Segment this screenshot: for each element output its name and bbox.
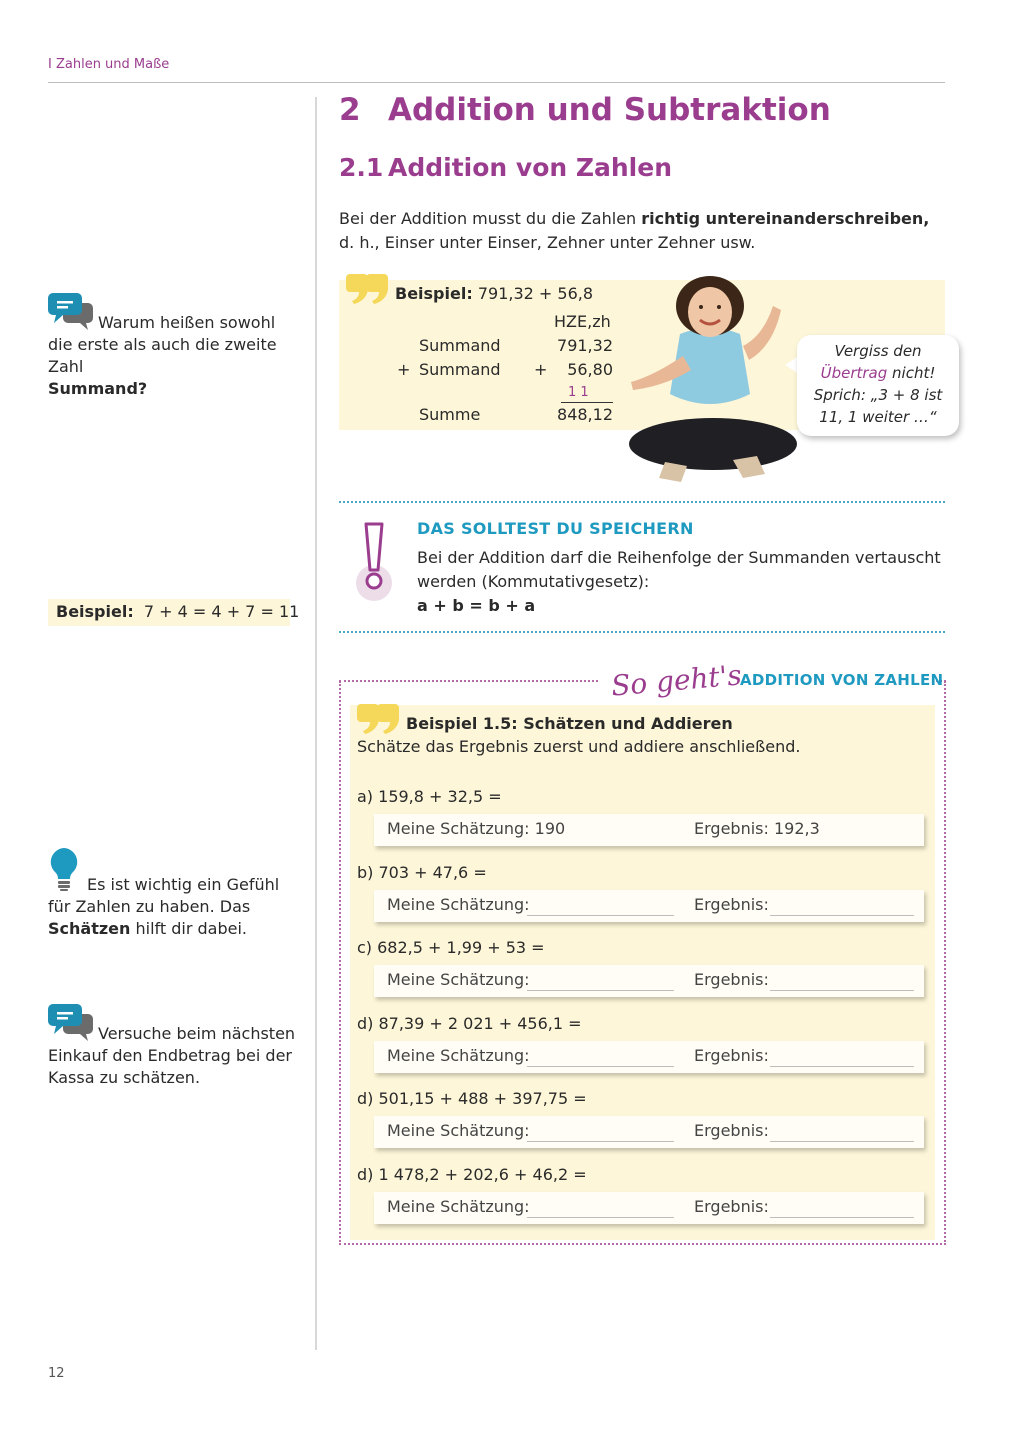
so-gehts-title: ADDITION VON ZAHLEN [740, 671, 944, 689]
summand-label-1: Summand [419, 336, 501, 355]
title-text: Addition und Subtraktion [388, 92, 831, 128]
page-number: 12 [48, 1366, 65, 1381]
so-gehts-script: So geht's [609, 658, 743, 703]
estimate-input[interactable] [527, 1141, 674, 1142]
sidebar-note3-text: Versuche beim nächsten Einkauf den Endbetrag bei der Kassa zu schätzen. [48, 1024, 296, 1087]
estimate-input[interactable] [527, 1066, 674, 1067]
answer-row [374, 1041, 924, 1073]
result-label: Ergebnis: [694, 970, 769, 989]
result-label: Ergebnis: [694, 1197, 769, 1216]
estimate-label: Meine Schätzung: 190 [387, 819, 566, 838]
exclamation-icon [353, 521, 395, 605]
sidebar-note-text: Warum heißen sowohl die erste als auch die zweite Zahl [48, 313, 277, 376]
section-title [339, 153, 672, 182]
intro-bold: richtig untereinanderschreiben, [641, 209, 930, 228]
example-label-bold: Beispiel: [395, 284, 473, 303]
bubble-line-1: Vergiss den [834, 342, 922, 360]
sidebar-note2-bold: Schätzen [48, 919, 131, 938]
task-question: d) 1 478,2 + 202,6 + 46,2 = [357, 1165, 587, 1184]
sidebar-example [48, 599, 300, 626]
remember-title: DAS SOLLTEST DU SPEICHERN [417, 519, 694, 538]
task-question: a) 159,8 + 32,5 = [357, 787, 502, 806]
bubble-line-3: Sprich: „3 + 8 ist [813, 386, 943, 404]
section-text: Addition von Zahlen [388, 153, 672, 182]
task-question: c) 682,5 + 1,99 + 53 = [357, 938, 545, 957]
estimate-label: Meine Schätzung: [387, 895, 530, 914]
result-label: Ergebnis: [694, 895, 769, 914]
intro-paragraph [339, 207, 949, 255]
exercise-title: Beispiel 1.5: Schätzen und Addieren [406, 714, 733, 733]
summand-value-1: 791,32 [557, 336, 613, 355]
header-divider [48, 82, 945, 83]
student-illustration [625, 276, 797, 488]
task-question: d) 87,39 + 2 021 + 456,1 = [357, 1014, 582, 1033]
result-input[interactable] [770, 915, 914, 916]
answer-row [374, 965, 924, 997]
estimate-label: Meine Schätzung: [387, 970, 530, 989]
page-title [339, 92, 831, 128]
quote-icon [346, 272, 390, 306]
result-input[interactable] [770, 1066, 914, 1067]
estimate-input[interactable] [527, 915, 674, 916]
sidebar-note-bold: Summand? [48, 379, 148, 398]
example-expression: 791,32 + 56,8 [477, 284, 594, 303]
remember-top-border [339, 501, 945, 503]
estimate-input[interactable] [527, 1217, 674, 1218]
estimate-label: Meine Schätzung: [387, 1046, 530, 1065]
task-question: b) 703 + 47,6 = [357, 863, 487, 882]
sum-label: Summe [419, 405, 481, 424]
chapter-header: I Zahlen und Maße [48, 57, 170, 72]
column-divider [315, 97, 317, 1350]
bubble-line-2 [797, 362, 959, 384]
estimate-input[interactable] [527, 990, 674, 991]
plus-sign-right: + [534, 360, 548, 379]
bubble-line-4: 11, 1 weiter …“ [819, 408, 937, 426]
bubble-highlight: Übertrag [820, 364, 888, 382]
task-question: d) 501,15 + 488 + 397,75 = [357, 1089, 587, 1108]
exercise-instruction: Schätze das Ergebnis zuerst und addiere anschließend. [357, 737, 801, 756]
section-number: 2.1 [339, 153, 384, 182]
sidebar-example-label: Beispiel: [56, 602, 134, 621]
bubble-line-2-rest: nicht! [887, 364, 936, 382]
result-label: Ergebnis: 192,3 [694, 819, 820, 838]
title-number: 2 [339, 92, 361, 128]
quote-icon [357, 702, 401, 736]
sidebar-note2-end: hilft dir dabei. [130, 919, 247, 938]
estimate-label: Meine Schätzung: [387, 1121, 530, 1140]
result-input[interactable] [770, 1141, 914, 1142]
sidebar-note2-text: Es ist wichtig ein Gefühl für Zahlen zu haben. Das [48, 875, 280, 916]
intro-text: Bei der Addition musst du die Zahlen [339, 209, 642, 228]
answer-row [374, 890, 924, 922]
sum-line [561, 402, 613, 403]
answer-row [374, 1116, 924, 1148]
sidebar-note-estimate [48, 874, 298, 940]
answer-row [374, 1192, 924, 1224]
summand-value-2: 56,80 [567, 360, 613, 379]
result-input[interactable] [770, 1217, 914, 1218]
remember-text: Bei der Addition darf die Reihenfolge der Summanden vertauscht werden (Kommutativgesetz): [417, 548, 941, 591]
remember-bottom-border [339, 631, 945, 633]
sidebar-example-text: 7 + 4 = 4 + 7 = 11 [143, 602, 300, 621]
commutative-formula: a + b = b + a [417, 596, 536, 615]
result-input[interactable] [770, 990, 914, 991]
result-label: Ergebnis: [694, 1121, 769, 1140]
result-label: Ergebnis: [694, 1046, 769, 1065]
summand-label-2: Summand [419, 360, 501, 379]
answer-row [374, 814, 924, 846]
carry-digits: 1 1 [568, 385, 589, 400]
sidebar-note-summand [48, 312, 298, 400]
estimate-label: Meine Schätzung: [387, 1197, 530, 1216]
plus-sign-left: + [397, 360, 411, 379]
intro-text-end: d. h., Einser unter Einser, Zehner unter Zehner usw. [339, 233, 756, 252]
speech-bubble [797, 335, 959, 436]
sidebar-note-shopping [48, 1023, 298, 1089]
sum-value: 848,12 [557, 405, 613, 424]
place-value-header: HZE,zh [554, 312, 611, 331]
example-label [395, 284, 593, 303]
